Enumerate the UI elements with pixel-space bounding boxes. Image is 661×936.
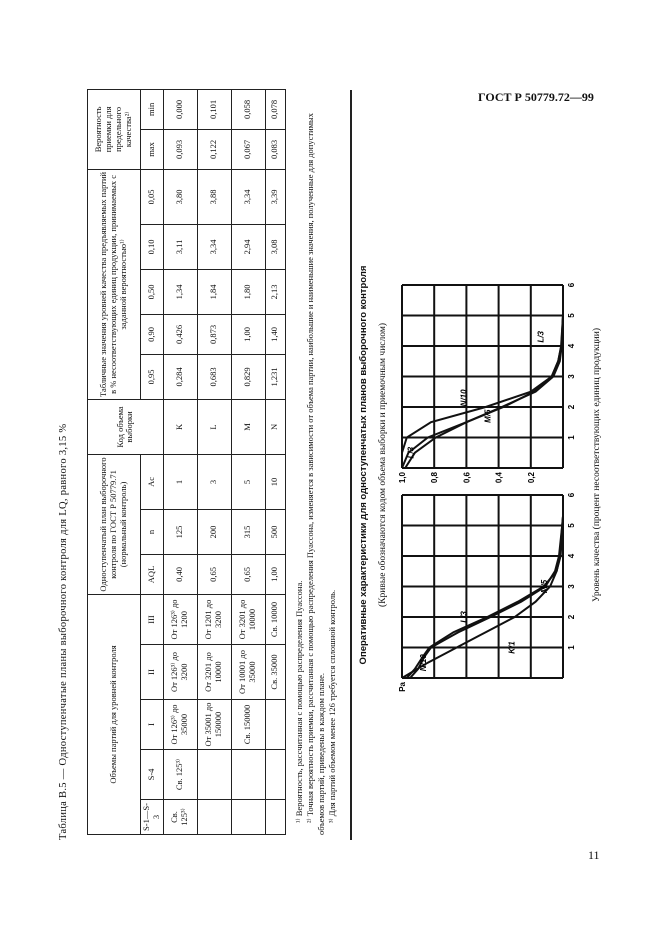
subheader-cell: n [141,509,164,554]
curve-label: N/10 [459,389,469,407]
table-cell: От 3201 до 10000 [197,645,231,700]
subheader-cell: 0,05 [141,169,164,224]
figure-title: Оперативные характеристики для одноступенчатых планов выборочного контроля [358,265,369,665]
table-cell: 0,284 [163,354,197,399]
table-cell: 2,13 [265,269,285,314]
subheader-cell: III [141,594,164,644]
subheader-cell: AQL [141,554,164,594]
y-tick-label: 1,0 [398,472,407,484]
subheader-cell: II [141,645,164,700]
table-cell: От 35001 до 150000 [197,700,231,750]
y-tick-label: 0,8 [430,472,440,484]
table-cell: 1,80 [231,269,265,314]
table-cell: 3 [197,454,231,509]
table-cell: 1,34 [163,269,197,314]
table-cell: Св. 10000 [265,594,285,644]
table-cell: 0,873 [197,314,231,354]
table-cell: 0,101 [197,89,231,129]
y-axis-label: Pa [398,682,407,692]
table-cell: 0,067 [231,129,265,169]
subheader-cell: I [141,700,164,750]
table-cell: От 1201 до 3200 [197,594,231,644]
document-id: ГОСТ Р 50779.72—99 [478,90,594,104]
header-lot-sizes: Объемы партий для уровней контроля [88,594,141,834]
x-tick-label: 1 [567,435,576,440]
footnote: ¹⁾ Вероятность, рассчитанная с помощью распределения Пуассона. [294,580,304,823]
table-cell: 3,08 [265,224,285,269]
table-cell: От 3201 до 10000 [231,594,265,644]
table-cell: 1,00 [231,314,265,354]
table-cell: 0,65 [197,554,231,594]
curve-label: L/3 [459,611,469,623]
footnote: ³⁾ Для партий объемом менее 126 требуется сплошной контроль. [327,589,338,823]
curve-label: L/3 [406,446,416,459]
table-cell: Св. 150000 [231,700,265,750]
x-axis-label: Уровень качества (процент несоответствующих единиц продукции) [592,328,602,603]
table-cell: 200 [197,509,231,554]
subheader-cell: max [141,129,164,169]
header-plan: Одноступенчатый план выборочного контроля по ГОСТ Р 50779.71 (нормальный контроль) [88,454,141,594]
subheader-cell: 0,50 [141,269,164,314]
header-probability: Вероятность приемки для предельного качества²⁾ [88,89,141,169]
header-code: Код объема выборки [88,399,164,454]
table-cell: От 10001 до 35000 [231,645,265,700]
subheader-cell: S-4 [141,750,164,800]
table-cell: 315 [231,509,265,554]
curve-label: M/5 [483,409,493,423]
subheader-cell: Ac [141,454,164,509]
x-tick-label: 3 [567,374,576,379]
table-cell: 1,40 [265,314,285,354]
x-tick-label: 6 [567,282,576,288]
footnote: ²⁾ Точная вероятность приемки, рассчитанная с помощью распределения Пуассона, изменяется в зависимости от объема партии, наибольшие и наименьшие значения, полученные для допустимых объемов партий, приведены в каждом плане. [305,113,327,835]
y-tick-label: 0,4 [494,472,504,484]
x-tick-label: 2 [567,614,576,620]
table-cell: 3,80 [163,169,197,224]
table-cell: Св. 35000 [265,645,285,700]
table-cell: 0,40 [163,554,197,594]
table-cell: M [231,399,265,454]
table-cell: 5 [231,454,265,509]
table-cell: 0,093 [163,129,197,169]
table-cell: 3,39 [265,169,285,224]
table-caption: Таблица В.5 — Одноступенчатые планы выборочного контроля для LQ, равного 3,15 % [58,423,69,840]
table-cell: 10 [265,454,285,509]
x-tick-label: 6 [567,492,576,498]
table-cell: От 126³⁾ до 35000 [163,700,197,750]
table-cell: 1,231 [265,354,285,399]
table-cell: 1,00 [265,554,285,594]
curve-label: N/10 [419,654,429,672]
table-cell: 0,829 [231,354,265,399]
table-cell: Св. 125³⁾ [163,750,197,800]
table-cell: 0,65 [231,554,265,594]
table-cell: 1 [163,454,197,509]
table-cell: 0,058 [231,89,265,129]
table-cell: 3,34 [197,224,231,269]
table-cell: 0,683 [197,354,231,399]
table-cell: N [265,399,285,454]
curve-label: M/5 [539,579,549,594]
y-tick-label: 0,6 [462,472,472,484]
subheader-cell: 0,90 [141,314,164,354]
table-cell: 500 [265,509,285,554]
x-tick-label: 2 [567,404,576,410]
curve-label: K/1 [507,641,517,654]
table-cell: 3,11 [163,224,197,269]
subheader-cell: S-1—S-3 [141,800,164,835]
x-tick-label: 3 [567,584,576,589]
table-cell: 0,078 [265,89,285,129]
y-tick-label: 0,2 [526,472,536,484]
subheader-cell: 0,95 [141,354,164,399]
table-cell: От 126³⁾ до 3200 [163,645,197,700]
curve-label: L/3 [536,331,546,343]
table-cell: От 126³⁾ до 1200 [163,594,197,644]
table-cell: 0,426 [163,314,197,354]
table-cell: 1,84 [197,269,231,314]
table-cell: K [163,399,197,454]
subheader-cell: min [141,89,164,129]
x-tick-label: 5 [567,313,576,318]
x-tick-label: 1 [567,645,576,650]
table-cell: L [197,399,231,454]
table-cell: 125 [163,509,197,554]
table-cell: 3,88 [197,169,231,224]
figure-subtitle: (Кривые обозначаются кодом объема выборки и приемочным числом) [378,323,388,607]
page-number: 11 [588,848,600,862]
subheader-cell: 0,10 [141,224,164,269]
table-cell: 2,94 [231,224,265,269]
x-tick-label: 5 [567,523,576,528]
table-cell: 0,122 [197,129,231,169]
table-cell: 0,083 [265,129,285,169]
x-tick-label: 4 [567,343,576,349]
header-tabulated: Табличные значения уровней качества предъявляемых партий в % несоответствующих единиц продукции, принимаемых с заданной вероятностью¹⁾ [88,169,141,399]
table-cell: 3,34 [231,169,265,224]
x-tick-label: 4 [567,553,576,559]
table-cell: Св. 125³⁾ [163,800,197,835]
table-cell: 0,000 [163,89,197,129]
